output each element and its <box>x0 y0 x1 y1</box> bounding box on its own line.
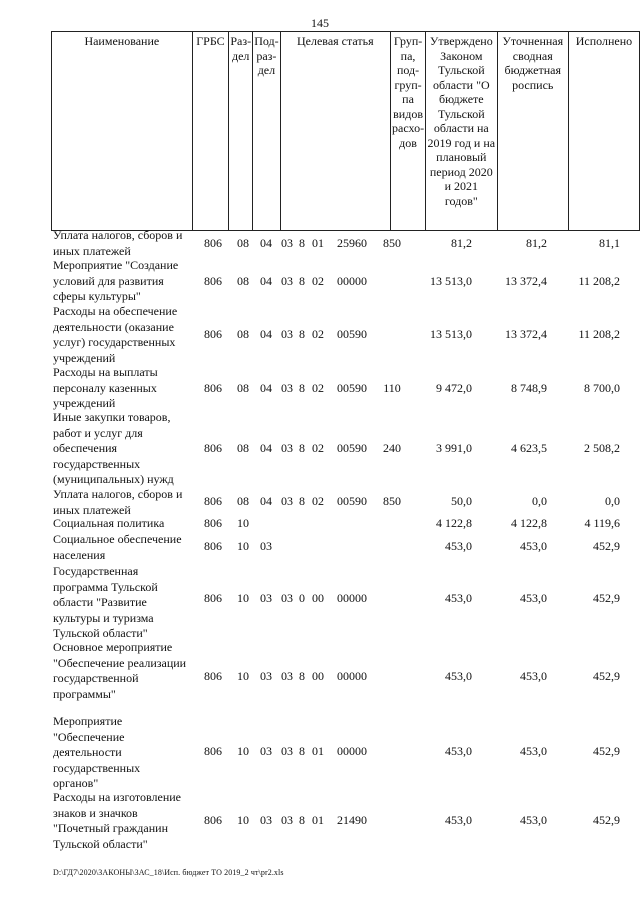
row-name: Уплата налогов, сборов и иных платежей <box>53 228 183 258</box>
row-name: Социальная политика <box>53 516 165 530</box>
row-grbs: 806 <box>204 591 222 605</box>
row-approved: 4 122,8 <box>436 516 472 530</box>
row-razdel: 08 <box>237 381 249 395</box>
row-podrazdel: 03 <box>260 813 272 827</box>
row-razdel: 10 <box>237 539 249 553</box>
row-target-3: 02 <box>312 494 324 508</box>
row-executed: 11 208,2 <box>578 274 620 288</box>
row-executed: 452,9 <box>593 813 620 827</box>
header-approved: Утверждено Законом Тульской области "О бюджете Тульской области на 2019 год и на плановый период 2020 и 2021 годов" <box>426 32 498 231</box>
row-target-4: 21490 <box>337 813 367 827</box>
row-name: Расходы на выплаты персоналу казенных учреждений <box>53 365 158 410</box>
row-approved: 81,2 <box>451 236 472 250</box>
row-target-1: 03 <box>281 669 293 683</box>
row-vid: 240 <box>383 441 401 455</box>
row-target-2: 8 <box>299 327 305 341</box>
row-target-4: 00000 <box>337 274 367 288</box>
row-podrazdel: 03 <box>260 539 272 553</box>
row-approved: 453,0 <box>445 539 472 553</box>
row-target-3: 00 <box>312 669 324 683</box>
row-approved: 13 513,0 <box>430 274 472 288</box>
row-executed: 0,0 <box>605 494 620 508</box>
row-approved: 453,0 <box>445 813 472 827</box>
row-razdel: 08 <box>237 494 249 508</box>
row-target-4: 00590 <box>337 327 367 341</box>
row-target-1: 03 <box>281 813 293 827</box>
row-approved: 13 513,0 <box>430 327 472 341</box>
row-target-1: 03 <box>281 494 293 508</box>
row-razdel: 10 <box>237 669 249 683</box>
row-specified: 4 122,8 <box>511 516 547 530</box>
row-executed: 452,9 <box>593 669 620 683</box>
row-specified: 453,0 <box>520 539 547 553</box>
row-razdel: 10 <box>237 516 249 530</box>
row-target-1: 03 <box>281 591 293 605</box>
row-name: Социальное обеспечение населения <box>53 532 182 562</box>
row-specified: 4 623,5 <box>511 441 547 455</box>
row-target-3: 00 <box>312 591 324 605</box>
row-target-3: 02 <box>312 441 324 455</box>
row-specified: 453,0 <box>520 591 547 605</box>
row-approved: 453,0 <box>445 669 472 683</box>
row-razdel: 08 <box>237 236 249 250</box>
header-name: Наименование <box>52 32 193 231</box>
row-podrazdel: 04 <box>260 327 272 341</box>
row-target-4: 00000 <box>337 744 367 758</box>
header-executed: Исполнено <box>568 32 639 231</box>
row-podrazdel: 04 <box>260 274 272 288</box>
row-razdel: 10 <box>237 813 249 827</box>
row-specified: 453,0 <box>520 669 547 683</box>
row-target-3: 01 <box>312 744 324 758</box>
row-executed: 4 119,6 <box>584 516 620 530</box>
row-executed: 81,1 <box>599 236 620 250</box>
row-grbs: 806 <box>204 236 222 250</box>
table-header <box>51 31 640 231</box>
row-vid: 850 <box>383 236 401 250</box>
row-specified: 13 372,4 <box>505 274 547 288</box>
row-specified: 8 748,9 <box>511 381 547 395</box>
row-target-4: 00590 <box>337 381 367 395</box>
row-specified: 0,0 <box>532 494 547 508</box>
row-name: Мероприятие "Обеспечение деятельности государственных органов" <box>53 714 141 790</box>
page-number: 145 <box>311 16 329 30</box>
row-target-4: 00590 <box>337 441 367 455</box>
row-vid: 110 <box>383 381 401 395</box>
row-executed: 452,9 <box>593 591 620 605</box>
row-target-1: 03 <box>281 274 293 288</box>
row-executed: 11 208,2 <box>578 327 620 341</box>
row-grbs: 806 <box>204 813 222 827</box>
row-target-2: 8 <box>299 274 305 288</box>
row-grbs: 806 <box>204 494 222 508</box>
header-grbs: ГРБС <box>192 32 229 231</box>
row-podrazdel: 03 <box>260 591 272 605</box>
row-approved: 453,0 <box>445 591 472 605</box>
row-approved: 453,0 <box>445 744 472 758</box>
row-grbs: 806 <box>204 516 222 530</box>
row-target-2: 8 <box>299 494 305 508</box>
header-specified: Уточненная сводная бюджетная роспись <box>497 32 568 231</box>
row-executed: 2 508,2 <box>584 441 620 455</box>
row-target-2: 0 <box>299 591 305 605</box>
row-grbs: 806 <box>204 274 222 288</box>
header-podrazdel: Под-раз-дел <box>253 32 280 231</box>
row-grbs: 806 <box>204 539 222 553</box>
row-target-2: 8 <box>299 236 305 250</box>
row-name: Расходы на изготовление знаков и значков "Почетный гражданин Тульской области" <box>53 790 181 851</box>
row-razdel: 10 <box>237 744 249 758</box>
row-target-1: 03 <box>281 236 293 250</box>
row-razdel: 08 <box>237 327 249 341</box>
row-grbs: 806 <box>204 327 222 341</box>
row-target-2: 8 <box>299 441 305 455</box>
row-target-1: 03 <box>281 744 293 758</box>
row-name: Основное мероприятие "Обеспечение реализации государственной программы" <box>53 640 187 701</box>
row-target-4: 00000 <box>337 669 367 683</box>
row-target-2: 8 <box>299 669 305 683</box>
row-target-3: 02 <box>312 274 324 288</box>
row-approved: 9 472,0 <box>436 381 472 395</box>
row-target-2: 8 <box>299 381 305 395</box>
row-name: Мероприятие "Создание условий для развития сферы культуры" <box>53 258 179 303</box>
row-target-1: 03 <box>281 441 293 455</box>
row-specified: 81,2 <box>526 236 547 250</box>
row-target-2: 8 <box>299 744 305 758</box>
header-target: Целевая статья <box>280 32 390 231</box>
row-approved: 3 991,0 <box>436 441 472 455</box>
row-target-4: 00590 <box>337 494 367 508</box>
row-razdel: 10 <box>237 591 249 605</box>
file-path-footer: D:\ГД7\2020\ЗАКОНЫ\ЗАС_18\Исп. бюджет ТО 2019_2 чт\pr2.xls <box>53 868 284 877</box>
row-executed: 452,9 <box>593 539 620 553</box>
row-grbs: 806 <box>204 744 222 758</box>
row-podrazdel: 03 <box>260 669 272 683</box>
row-vid: 850 <box>383 494 401 508</box>
row-specified: 13 372,4 <box>505 327 547 341</box>
row-specified: 453,0 <box>520 813 547 827</box>
row-target-2: 8 <box>299 813 305 827</box>
row-grbs: 806 <box>204 381 222 395</box>
row-target-1: 03 <box>281 327 293 341</box>
row-name: Государственная программа Тульской области "Развитие культуры и туризма Тульской области" <box>53 564 158 640</box>
header-vid: Груп-па, под-груп-па видов расхо-дов <box>391 32 426 231</box>
row-podrazdel: 04 <box>260 494 272 508</box>
row-podrazdel: 04 <box>260 381 272 395</box>
row-executed: 8 700,0 <box>584 381 620 395</box>
row-target-3: 02 <box>312 381 324 395</box>
row-podrazdel: 04 <box>260 441 272 455</box>
row-approved: 50,0 <box>451 494 472 508</box>
row-target-3: 01 <box>312 236 324 250</box>
row-podrazdel: 03 <box>260 744 272 758</box>
row-razdel: 08 <box>237 441 249 455</box>
header-razdel: Раз-дел <box>229 32 253 231</box>
row-podrazdel: 04 <box>260 236 272 250</box>
row-target-3: 02 <box>312 327 324 341</box>
row-target-4: 25960 <box>337 236 367 250</box>
row-specified: 453,0 <box>520 744 547 758</box>
row-target-1: 03 <box>281 381 293 395</box>
row-executed: 452,9 <box>593 744 620 758</box>
row-name: Иные закупки товаров, работ и услуг для обеспечения государственных (муниципальных) нужд <box>53 410 174 486</box>
row-razdel: 08 <box>237 274 249 288</box>
row-name: Расходы на обеспечение деятельности (оказание услуг) государственных учреждений <box>53 304 178 365</box>
row-grbs: 806 <box>204 669 222 683</box>
row-name: Уплата налогов, сборов и иных платежей <box>53 487 183 517</box>
row-target-3: 01 <box>312 813 324 827</box>
row-target-4: 00000 <box>337 591 367 605</box>
row-grbs: 806 <box>204 441 222 455</box>
